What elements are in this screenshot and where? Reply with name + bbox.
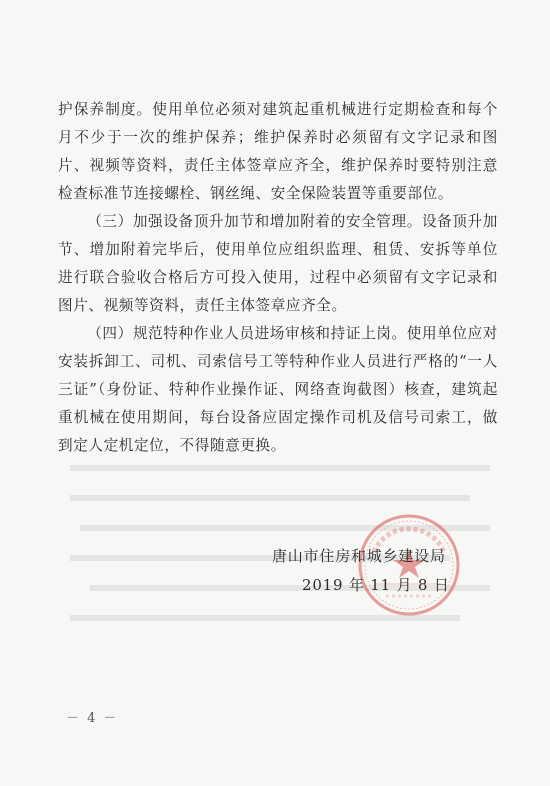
issuing-organization: 唐山市住房和城乡建设局 (272, 547, 446, 565)
paragraph-maintenance: 护保养制度。使用单位必须对建筑起重机械进行定期检查和每个月不少于一次的维护保养；维护保养时必须留有文字记录和图片、视频等资料，责任主体签章应齐全，维护保养时要特别注意检查标准节连接螺栓、钢丝绳、安全保险装置等重要部位。 (58, 101, 498, 202)
paragraph-operator-certification: （四）规范特种作业人员进场审核和持证上岗。使用单位应对安装拆卸工、司机、司索信号工等特种作业人员进行严格的“一人三证”（身份证、特种作业操作证、网络查询截图）核查，建筑起重机械在使用期间，每台设备应固定操作司机及信号司索工，做到定人定机定位，不得随意更换。 (58, 325, 498, 454)
issue-date: 2019 年 11 月 8 日 (302, 576, 450, 594)
page-number: － 4 － (66, 711, 119, 726)
paragraph-jacking-management: （三）加强设备顶升加节和增加附着的安全管理。设备顶升加节、增加附着完毕后，使用单位应组织监理、租赁、安拆等单位进行联合验收合格后方可投入使用，过程中必须留有文字记录和图片、视频等资料，责任主体签章应齐全。 (58, 213, 498, 314)
body-text (58, 96, 498, 460)
